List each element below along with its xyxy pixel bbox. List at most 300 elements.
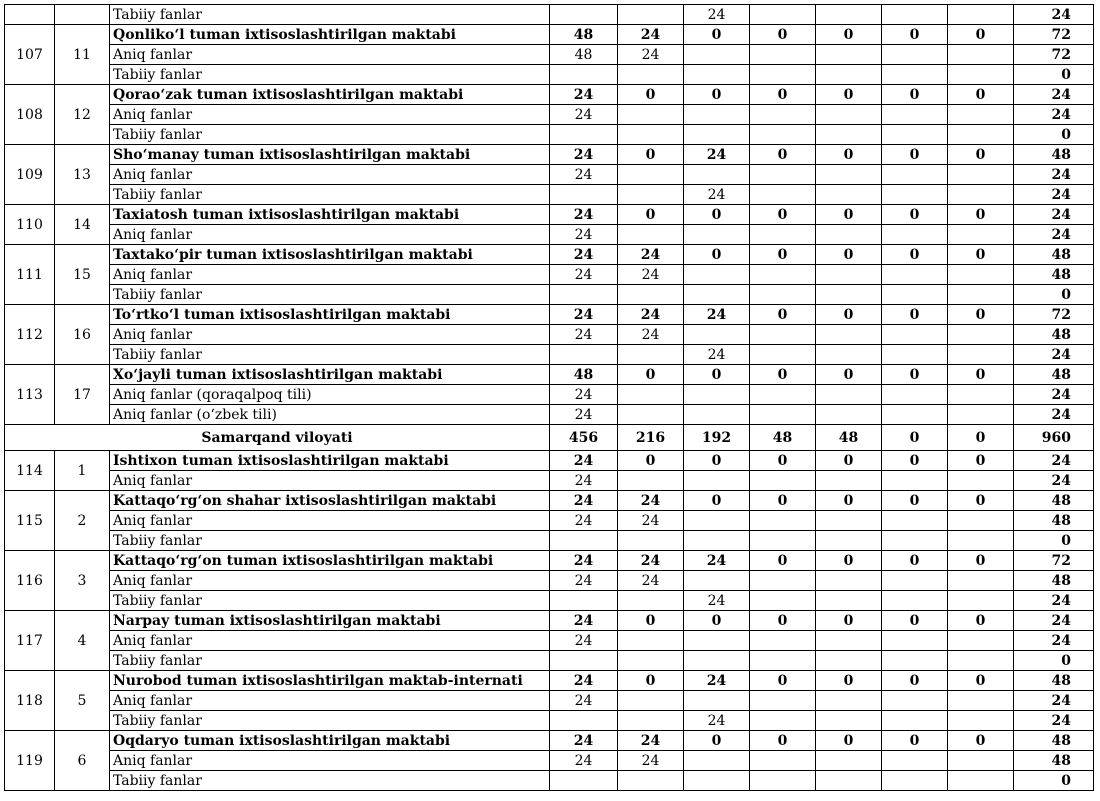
value-cell xyxy=(882,105,948,125)
table-row xyxy=(5,385,1094,405)
value-cell xyxy=(948,691,1014,711)
value-cell xyxy=(618,285,684,305)
sub-number-cell: 16 xyxy=(55,305,110,365)
row-number-cell: 118 xyxy=(5,671,55,731)
value-cell: 0 xyxy=(750,305,816,325)
value-cell xyxy=(684,125,750,145)
table-row xyxy=(5,471,1094,491)
subject-name-cell: Tabiiy fanlar xyxy=(110,65,550,85)
value-cell xyxy=(816,771,882,791)
value-cell: 24 xyxy=(550,691,618,711)
value-cell xyxy=(882,45,948,65)
value-cell xyxy=(882,125,948,145)
value-cell xyxy=(618,105,684,125)
subject-name-cell: Aniq fanlar xyxy=(110,105,550,125)
value-cell: 48 xyxy=(550,45,618,65)
subject-name-cell: Tabiiy fanlar xyxy=(110,285,550,305)
value-cell xyxy=(618,471,684,491)
value-cell: 0 xyxy=(816,205,882,225)
value-cell xyxy=(618,225,684,245)
subject-name-cell: Aniq fanlar xyxy=(110,631,550,651)
value-cell: 24 xyxy=(684,145,750,165)
total-cell: 24 xyxy=(1014,471,1094,491)
total-cell: 48 xyxy=(1014,365,1094,385)
subject-name-cell: Tabiiy fanlar xyxy=(110,125,550,145)
total-cell: 48 xyxy=(1014,731,1094,751)
value-cell xyxy=(948,285,1014,305)
value-cell xyxy=(618,591,684,611)
value-cell xyxy=(816,471,882,491)
value-cell xyxy=(684,285,750,305)
value-cell: 0 xyxy=(882,731,948,751)
value-cell: 0 xyxy=(618,145,684,165)
table-row xyxy=(5,711,1094,731)
table-row xyxy=(5,345,1094,365)
table-row xyxy=(5,165,1094,185)
sub-number-cell: 6 xyxy=(55,731,110,791)
value-cell: 48 xyxy=(816,425,882,451)
subject-name-cell: Aniq fanlar xyxy=(110,265,550,285)
value-cell xyxy=(750,125,816,145)
value-cell xyxy=(948,225,1014,245)
total-cell: 24 xyxy=(1014,105,1094,125)
value-cell xyxy=(882,405,948,425)
value-cell: 0 xyxy=(882,425,948,451)
school-name-cell: Qoraoʻzak tuman ixtisoslashtirilgan maktabi xyxy=(110,85,550,105)
school-name-cell: Qonlikoʻl tuman ixtisoslashtirilgan maktabi xyxy=(110,25,550,45)
value-cell xyxy=(816,591,882,611)
value-cell: 0 xyxy=(750,491,816,511)
value-cell: 0 xyxy=(948,245,1014,265)
value-cell xyxy=(618,631,684,651)
value-cell xyxy=(816,751,882,771)
value-cell: 24 xyxy=(550,551,618,571)
value-cell xyxy=(882,285,948,305)
total-cell: 24 xyxy=(1014,405,1094,425)
value-cell xyxy=(816,125,882,145)
value-cell: 48 xyxy=(550,365,618,385)
value-cell: 24 xyxy=(550,731,618,751)
value-cell: 0 xyxy=(816,365,882,385)
total-cell: 48 xyxy=(1014,245,1094,265)
value-cell xyxy=(750,105,816,125)
value-cell xyxy=(816,265,882,285)
value-cell: 0 xyxy=(882,85,948,105)
table-row xyxy=(5,325,1094,345)
value-cell: 0 xyxy=(948,205,1014,225)
value-cell: 0 xyxy=(816,145,882,165)
value-cell xyxy=(550,771,618,791)
table-row xyxy=(5,451,1094,471)
subject-name-cell: Tabiiy fanlar xyxy=(110,185,550,205)
total-cell: 24 xyxy=(1014,591,1094,611)
value-cell xyxy=(684,105,750,125)
value-cell: 24 xyxy=(550,471,618,491)
value-cell: 0 xyxy=(948,145,1014,165)
value-cell: 0 xyxy=(618,451,684,471)
value-cell xyxy=(882,325,948,345)
value-cell xyxy=(948,105,1014,125)
school-name-cell: Taxiatosh tuman ixtisoslashtirilgan maktabi xyxy=(110,205,550,225)
total-cell: 24 xyxy=(1014,85,1094,105)
value-cell: 24 xyxy=(618,45,684,65)
value-cell: 24 xyxy=(618,731,684,751)
value-cell xyxy=(948,165,1014,185)
value-cell xyxy=(684,651,750,671)
value-cell xyxy=(948,385,1014,405)
value-cell xyxy=(684,325,750,345)
row-number-cell: 113 xyxy=(5,365,55,425)
subject-name-cell: Aniq fanlar xyxy=(110,511,550,531)
value-cell: 24 xyxy=(550,571,618,591)
value-cell xyxy=(618,385,684,405)
table-row xyxy=(5,571,1094,591)
value-cell: 24 xyxy=(618,551,684,571)
value-cell xyxy=(550,5,618,25)
value-cell: 0 xyxy=(882,205,948,225)
value-cell: 0 xyxy=(816,611,882,631)
value-cell: 24 xyxy=(684,551,750,571)
value-cell xyxy=(550,531,618,551)
total-cell: 72 xyxy=(1014,305,1094,325)
value-cell: 0 xyxy=(750,205,816,225)
table-row xyxy=(5,125,1094,145)
school-name-cell: Toʻrtkoʻl tuman ixtisoslashtirilgan maktabi xyxy=(110,305,550,325)
subject-name-cell: Tabiiy fanlar xyxy=(110,5,550,25)
value-cell: 24 xyxy=(618,25,684,45)
value-cell xyxy=(882,631,948,651)
subject-name-cell: Tabiiy fanlar xyxy=(110,651,550,671)
value-cell: 0 xyxy=(882,365,948,385)
value-cell xyxy=(816,65,882,85)
value-cell: 24 xyxy=(550,145,618,165)
value-cell xyxy=(618,165,684,185)
value-cell xyxy=(684,571,750,591)
value-cell: 24 xyxy=(550,611,618,631)
subject-name-cell: Tabiiy fanlar xyxy=(110,531,550,551)
value-cell xyxy=(684,225,750,245)
value-cell xyxy=(750,185,816,205)
sub-number-cell: 4 xyxy=(55,611,110,671)
value-cell: 0 xyxy=(750,671,816,691)
value-cell xyxy=(882,511,948,531)
value-cell: 24 xyxy=(550,751,618,771)
value-cell xyxy=(882,165,948,185)
value-cell: 0 xyxy=(948,85,1014,105)
value-cell xyxy=(816,45,882,65)
value-cell xyxy=(948,185,1014,205)
value-cell xyxy=(816,105,882,125)
total-cell: 24 xyxy=(1014,345,1094,365)
value-cell xyxy=(948,471,1014,491)
value-cell: 24 xyxy=(618,305,684,325)
value-cell: 24 xyxy=(550,265,618,285)
total-cell: 48 xyxy=(1014,671,1094,691)
subject-name-cell: Aniq fanlar xyxy=(110,325,550,345)
value-cell: 24 xyxy=(550,491,618,511)
value-cell xyxy=(948,325,1014,345)
table-row xyxy=(5,591,1094,611)
value-cell xyxy=(882,5,948,25)
value-cell: 24 xyxy=(684,711,750,731)
value-cell: 0 xyxy=(882,245,948,265)
value-cell: 24 xyxy=(618,265,684,285)
table-row xyxy=(5,651,1094,671)
sub-number-cell: 15 xyxy=(55,245,110,305)
row-number-cell: 119 xyxy=(5,731,55,791)
value-cell xyxy=(948,751,1014,771)
table-row xyxy=(5,405,1094,425)
value-cell xyxy=(816,531,882,551)
value-cell xyxy=(948,405,1014,425)
sub-number-cell: 5 xyxy=(55,671,110,731)
value-cell xyxy=(750,5,816,25)
value-cell: 0 xyxy=(948,425,1014,451)
value-cell: 0 xyxy=(882,611,948,631)
value-cell: 0 xyxy=(882,451,948,471)
value-cell: 0 xyxy=(816,245,882,265)
sub-number-cell: 17 xyxy=(55,365,110,425)
value-cell: 0 xyxy=(750,145,816,165)
total-cell: 48 xyxy=(1014,491,1094,511)
value-cell: 0 xyxy=(948,451,1014,471)
value-cell xyxy=(750,325,816,345)
value-cell xyxy=(750,691,816,711)
value-cell: 24 xyxy=(618,325,684,345)
total-cell: 24 xyxy=(1014,451,1094,471)
total-cell: 48 xyxy=(1014,265,1094,285)
total-cell: 24 xyxy=(1014,631,1094,651)
value-cell xyxy=(816,385,882,405)
table-row xyxy=(5,85,1094,105)
table-body xyxy=(5,5,1094,791)
total-cell: 48 xyxy=(1014,751,1094,771)
row-number-cell: 109 xyxy=(5,145,55,205)
total-cell: 0 xyxy=(1014,65,1094,85)
value-cell: 0 xyxy=(816,25,882,45)
value-cell xyxy=(550,185,618,205)
value-cell xyxy=(750,631,816,651)
subject-name-cell: Aniq fanlar xyxy=(110,571,550,591)
value-cell xyxy=(550,345,618,365)
total-cell: 24 xyxy=(1014,611,1094,631)
total-cell: 0 xyxy=(1014,771,1094,791)
sub-number-cell xyxy=(55,5,110,25)
value-cell xyxy=(948,571,1014,591)
value-cell xyxy=(882,711,948,731)
value-cell xyxy=(948,5,1014,25)
value-cell xyxy=(684,511,750,531)
row-number-cell xyxy=(5,5,55,25)
row-number-cell: 116 xyxy=(5,551,55,611)
value-cell: 24 xyxy=(550,165,618,185)
row-number-cell: 107 xyxy=(5,25,55,85)
value-cell: 24 xyxy=(550,511,618,531)
value-cell: 24 xyxy=(550,305,618,325)
total-cell: 24 xyxy=(1014,711,1094,731)
value-cell xyxy=(618,405,684,425)
value-cell xyxy=(882,651,948,671)
subject-name-cell: Aniq fanlar xyxy=(110,45,550,65)
value-cell: 0 xyxy=(618,671,684,691)
table-row xyxy=(5,491,1094,511)
value-cell xyxy=(882,691,948,711)
value-cell xyxy=(882,265,948,285)
row-number-cell: 117 xyxy=(5,611,55,671)
subject-name-cell: Aniq fanlar xyxy=(110,225,550,245)
total-cell: 48 xyxy=(1014,325,1094,345)
value-cell xyxy=(618,185,684,205)
sub-number-cell: 12 xyxy=(55,85,110,145)
value-cell xyxy=(882,591,948,611)
value-cell: 0 xyxy=(684,245,750,265)
total-cell: 24 xyxy=(1014,5,1094,25)
value-cell: 0 xyxy=(816,731,882,751)
value-cell: 0 xyxy=(948,671,1014,691)
table-row xyxy=(5,65,1094,85)
value-cell xyxy=(816,345,882,365)
value-cell xyxy=(816,651,882,671)
table-row xyxy=(5,771,1094,791)
value-cell xyxy=(882,751,948,771)
total-cell: 0 xyxy=(1014,125,1094,145)
table-row xyxy=(5,531,1094,551)
subject-name-cell: Tabiiy fanlar xyxy=(110,711,550,731)
value-cell: 0 xyxy=(948,305,1014,325)
value-cell xyxy=(750,471,816,491)
value-cell: 0 xyxy=(684,25,750,45)
value-cell xyxy=(948,631,1014,651)
value-cell: 24 xyxy=(550,245,618,265)
table-row xyxy=(5,365,1094,385)
total-cell: 24 xyxy=(1014,225,1094,245)
value-cell: 0 xyxy=(684,731,750,751)
value-cell: 24 xyxy=(550,325,618,345)
value-cell: 0 xyxy=(816,85,882,105)
total-cell: 0 xyxy=(1014,531,1094,551)
value-cell xyxy=(750,45,816,65)
value-cell xyxy=(618,691,684,711)
value-cell xyxy=(750,591,816,611)
total-cell: 960 xyxy=(1014,425,1094,451)
value-cell xyxy=(684,45,750,65)
value-cell xyxy=(816,165,882,185)
table-row xyxy=(5,5,1094,25)
total-cell: 24 xyxy=(1014,185,1094,205)
table-row xyxy=(5,185,1094,205)
value-cell xyxy=(816,691,882,711)
table-row xyxy=(5,105,1094,125)
value-cell: 0 xyxy=(684,85,750,105)
value-cell: 456 xyxy=(550,425,618,451)
school-name-cell: Shoʻmanay tuman ixtisoslashtirilgan maktabi xyxy=(110,145,550,165)
value-cell xyxy=(618,651,684,671)
table-row xyxy=(5,205,1094,225)
value-cell: 0 xyxy=(882,671,948,691)
total-cell: 24 xyxy=(1014,205,1094,225)
row-number-cell: 115 xyxy=(5,491,55,551)
sub-number-cell: 2 xyxy=(55,491,110,551)
value-cell: 0 xyxy=(816,305,882,325)
value-cell: 0 xyxy=(684,205,750,225)
table-row xyxy=(5,631,1094,651)
value-cell xyxy=(750,531,816,551)
value-cell xyxy=(816,405,882,425)
subject-name-cell: Aniq fanlar xyxy=(110,751,550,771)
schools-table xyxy=(4,4,1094,791)
table-row xyxy=(5,305,1094,325)
value-cell: 24 xyxy=(550,451,618,471)
value-cell: 0 xyxy=(750,25,816,45)
value-cell: 0 xyxy=(948,611,1014,631)
value-cell: 0 xyxy=(948,25,1014,45)
school-name-cell: Narpay tuman ixtisoslashtirilgan maktabi xyxy=(110,611,550,631)
total-cell: 0 xyxy=(1014,651,1094,671)
value-cell xyxy=(550,65,618,85)
value-cell xyxy=(882,571,948,591)
value-cell: 24 xyxy=(684,671,750,691)
table-row xyxy=(5,691,1094,711)
school-name-cell: Kattaqoʻrgʻon tuman ixtisoslashtirilgan maktabi xyxy=(110,551,550,571)
value-cell xyxy=(948,125,1014,145)
subject-name-cell: Tabiiy fanlar xyxy=(110,771,550,791)
table-row xyxy=(5,511,1094,531)
total-cell: 24 xyxy=(1014,385,1094,405)
value-cell xyxy=(948,591,1014,611)
value-cell xyxy=(550,651,618,671)
value-cell: 24 xyxy=(684,185,750,205)
value-cell xyxy=(948,711,1014,731)
value-cell: 24 xyxy=(618,491,684,511)
value-cell xyxy=(882,531,948,551)
school-name-cell: Ishtixon tuman ixtisoslashtirilgan maktabi xyxy=(110,451,550,471)
table-row xyxy=(5,751,1094,771)
value-cell xyxy=(684,405,750,425)
value-cell: 24 xyxy=(550,205,618,225)
value-cell xyxy=(750,651,816,671)
value-cell xyxy=(684,751,750,771)
value-cell: 0 xyxy=(882,491,948,511)
value-cell: 0 xyxy=(684,611,750,631)
value-cell: 0 xyxy=(618,611,684,631)
value-cell xyxy=(684,471,750,491)
subject-name-cell: Aniq fanlar (oʻzbek tili) xyxy=(110,405,550,425)
value-cell xyxy=(750,285,816,305)
school-name-cell: Taxtakoʻpir tuman ixtisoslashtirilgan maktabi xyxy=(110,245,550,265)
value-cell: 0 xyxy=(750,85,816,105)
value-cell: 0 xyxy=(816,451,882,471)
value-cell: 192 xyxy=(684,425,750,451)
value-cell xyxy=(618,65,684,85)
value-cell: 0 xyxy=(882,145,948,165)
value-cell xyxy=(882,185,948,205)
value-cell: 24 xyxy=(684,591,750,611)
total-cell: 48 xyxy=(1014,145,1094,165)
value-cell: 24 xyxy=(684,5,750,25)
value-cell xyxy=(882,65,948,85)
value-cell xyxy=(684,165,750,185)
value-cell xyxy=(750,771,816,791)
value-cell xyxy=(750,225,816,245)
value-cell: 24 xyxy=(550,225,618,245)
table-row xyxy=(5,45,1094,65)
total-cell: 24 xyxy=(1014,691,1094,711)
total-cell: 72 xyxy=(1014,25,1094,45)
value-cell xyxy=(816,5,882,25)
value-cell: 0 xyxy=(816,551,882,571)
value-cell xyxy=(618,531,684,551)
value-cell: 0 xyxy=(882,551,948,571)
